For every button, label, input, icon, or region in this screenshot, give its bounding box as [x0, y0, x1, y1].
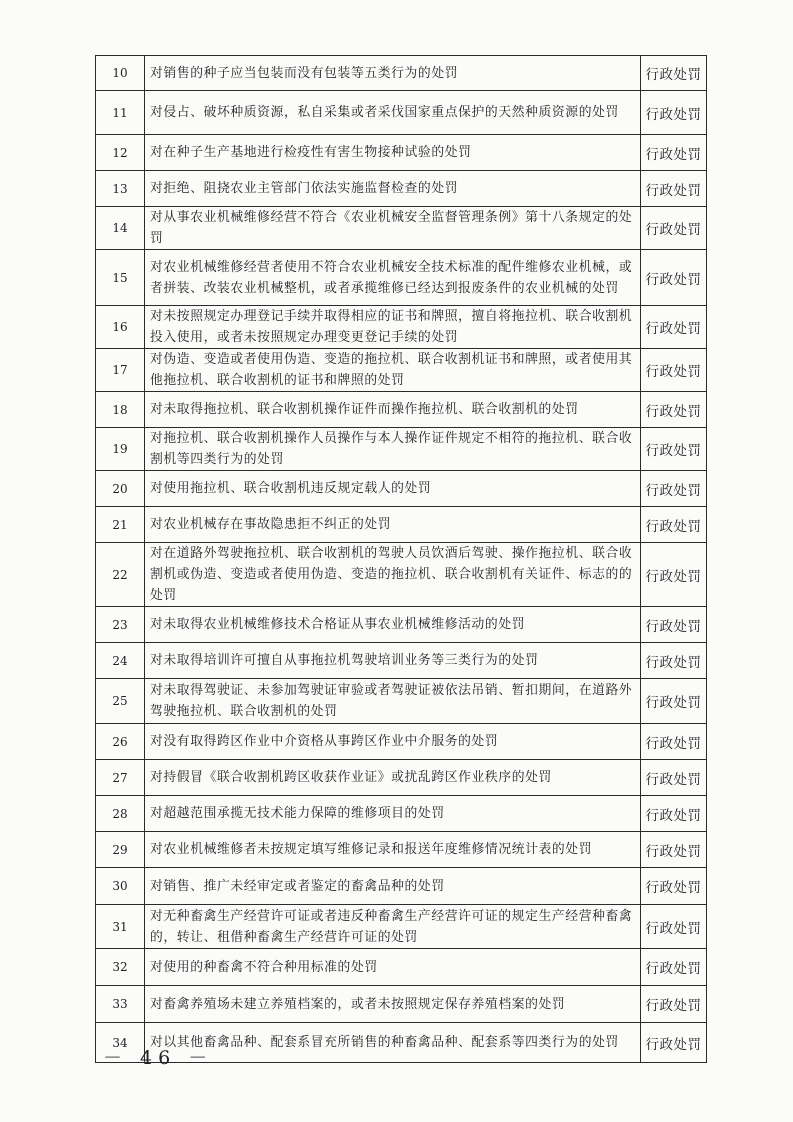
table-row: [96, 56, 707, 91]
row-number: 24: [96, 643, 145, 679]
item-category: 行政处罚: [641, 250, 707, 306]
table-row: [96, 507, 707, 543]
item-description: 对伪造、变造或者使用伪造、变造的拖拉机、联合收割机证书和牌照，或者使用其他拖拉机、联合收割机的证书和牌照的处罚: [145, 349, 641, 392]
item-description: 对从事农业机械维修经营不符合《农业机械安全监督管理条例》第十八条规定的处罚: [145, 207, 641, 250]
row-number: 25: [96, 679, 145, 724]
table-row: [96, 392, 707, 428]
row-number: 15: [96, 250, 145, 306]
item-category: 行政处罚: [641, 796, 707, 832]
row-number: 34: [96, 1023, 145, 1063]
item-category: 行政处罚: [641, 428, 707, 471]
row-number: 28: [96, 796, 145, 832]
item-category: 行政处罚: [641, 56, 707, 91]
table-row: [96, 949, 707, 986]
row-number: 20: [96, 471, 145, 507]
table-row: [96, 796, 707, 832]
row-number: 22: [96, 543, 145, 607]
row-number: 26: [96, 724, 145, 760]
table-row: [96, 986, 707, 1023]
item-category: 行政处罚: [641, 986, 707, 1023]
row-number: 19: [96, 428, 145, 471]
table-body: [96, 56, 707, 1063]
item-description: 对在道路外驾驶拖拉机、联合收割机的驾驶人员饮酒后驾驶、操作拖拉机、联合收割机或伪造、变造或者使用伪造、变造的拖拉机、联合收割机有关证件、标志的的处罚: [145, 543, 641, 607]
table-row: [96, 349, 707, 392]
item-category: 行政处罚: [641, 349, 707, 392]
item-category: 行政处罚: [641, 724, 707, 760]
row-number: 31: [96, 905, 145, 949]
table-row: [96, 428, 707, 471]
item-description: 对畜禽养殖场未建立养殖档案的，或者未按照规定保存养殖档案的处罚: [145, 986, 641, 1023]
item-category: 行政处罚: [641, 643, 707, 679]
row-number: 27: [96, 760, 145, 796]
row-number: 12: [96, 135, 145, 171]
item-description: 对农业机械维修者未按规定填写维修记录和报送年度维修情况统计表的处罚: [145, 832, 641, 868]
item-category: 行政处罚: [641, 392, 707, 428]
item-category: 行政处罚: [641, 306, 707, 349]
item-category: 行政处罚: [641, 207, 707, 250]
item-description: 对使用的种畜禽不符合种用标准的处罚: [145, 949, 641, 986]
penalty-items-table: [95, 55, 707, 1063]
item-category: 行政处罚: [641, 949, 707, 986]
item-description: 对以其他畜禽品种、配套系冒充所销售的种畜禽品种、配套系等四类行为的处罚: [145, 1023, 641, 1063]
row-number: 10: [96, 56, 145, 91]
table-row: [96, 905, 707, 949]
table-row: [96, 91, 707, 135]
table-row: [96, 832, 707, 868]
item-category: 行政处罚: [641, 543, 707, 607]
item-category: 行政处罚: [641, 171, 707, 207]
row-number: 17: [96, 349, 145, 392]
row-number: 30: [96, 868, 145, 905]
item-category: 行政处罚: [641, 471, 707, 507]
table-row: [96, 724, 707, 760]
item-description: 对未取得农业机械维修技术合格证从事农业机械维修活动的处罚: [145, 607, 641, 643]
row-number: 21: [96, 507, 145, 543]
table-row: [96, 250, 707, 306]
item-description: 对未按照规定办理登记手续并取得相应的证书和牌照，擅自将拖拉机、联合收割机投入使用，或者未按照规定办理变更登记手续的处罚: [145, 306, 641, 349]
item-description: 对侵占、破坏种质资源，私自采集或者采伐国家重点保护的天然种质资源的处罚: [145, 91, 641, 135]
item-category: 行政处罚: [641, 91, 707, 135]
table-row: [96, 207, 707, 250]
item-category: 行政处罚: [641, 760, 707, 796]
item-description: 对没有取得跨区作业中介资格从事跨区作业中介服务的处罚: [145, 724, 641, 760]
item-description: 对农业机械存在事故隐患拒不纠正的处罚: [145, 507, 641, 543]
row-number: 13: [96, 171, 145, 207]
table-row: [96, 643, 707, 679]
item-description: 对拒绝、阻挠农业主管部门依法实施监督检查的处罚: [145, 171, 641, 207]
item-description: 对超越范围承揽无技术能力保障的维修项目的处罚: [145, 796, 641, 832]
page-number: － 46 －: [103, 1047, 214, 1069]
row-number: 16: [96, 306, 145, 349]
item-category: 行政处罚: [641, 507, 707, 543]
item-description: 对未取得驾驶证、未参加驾驶证审验或者驾驶证被依法吊销、暂扣期间，在道路外驾驶拖拉机、联合收割机的处罚: [145, 679, 641, 724]
item-description: 对未取得拖拉机、联合收割机操作证件而操作拖拉机、联合收割机的处罚: [145, 392, 641, 428]
row-number: 14: [96, 207, 145, 250]
table-row: [96, 679, 707, 724]
row-number: 23: [96, 607, 145, 643]
item-description: 对销售、推广未经审定或者鉴定的畜禽品种的处罚: [145, 868, 641, 905]
table-row: [96, 760, 707, 796]
item-description: 对农业机械维修经营者使用不符合农业机械安全技术标准的配件维修农业机械，或者拼装、改装农业机械整机，或者承揽维修已经达到报废条件的农业机械的处罚: [145, 250, 641, 306]
item-category: 行政处罚: [641, 135, 707, 171]
table-row: [96, 543, 707, 607]
item-description: 对无种畜禽生产经营许可证或者违反种畜禽生产经营许可证的规定生产经营种畜禽的，转让、租借种畜禽生产经营许可证的处罚: [145, 905, 641, 949]
table-row: [96, 471, 707, 507]
item-category: 行政处罚: [641, 868, 707, 905]
item-description: 对使用拖拉机、联合收割机违反规定载人的处罚: [145, 471, 641, 507]
row-number: 18: [96, 392, 145, 428]
item-category: 行政处罚: [641, 607, 707, 643]
item-description: 对在种子生产基地进行检疫性有害生物接种试验的处罚: [145, 135, 641, 171]
row-number: 11: [96, 91, 145, 135]
table-row: [96, 607, 707, 643]
table-row: [96, 306, 707, 349]
row-number: 33: [96, 986, 145, 1023]
item-category: 行政处罚: [641, 679, 707, 724]
item-description: 对持假冒《联合收割机跨区收获作业证》或扰乱跨区作业秩序的处罚: [145, 760, 641, 796]
item-category: 行政处罚: [641, 905, 707, 949]
table-row: [96, 171, 707, 207]
table-row: [96, 135, 707, 171]
item-category: 行政处罚: [641, 1023, 707, 1063]
item-description: 对拖拉机、联合收割机操作人员操作与本人操作证件规定不相符的拖拉机、联合收割机等四类行为的处罚: [145, 428, 641, 471]
row-number: 32: [96, 949, 145, 986]
table-row: [96, 868, 707, 905]
item-description: 对销售的种子应当包装而没有包装等五类行为的处罚: [145, 56, 641, 91]
item-description: 对未取得培训许可擅自从事拖拉机驾驶培训业务等三类行为的处罚: [145, 643, 641, 679]
row-number: 29: [96, 832, 145, 868]
item-category: 行政处罚: [641, 832, 707, 868]
